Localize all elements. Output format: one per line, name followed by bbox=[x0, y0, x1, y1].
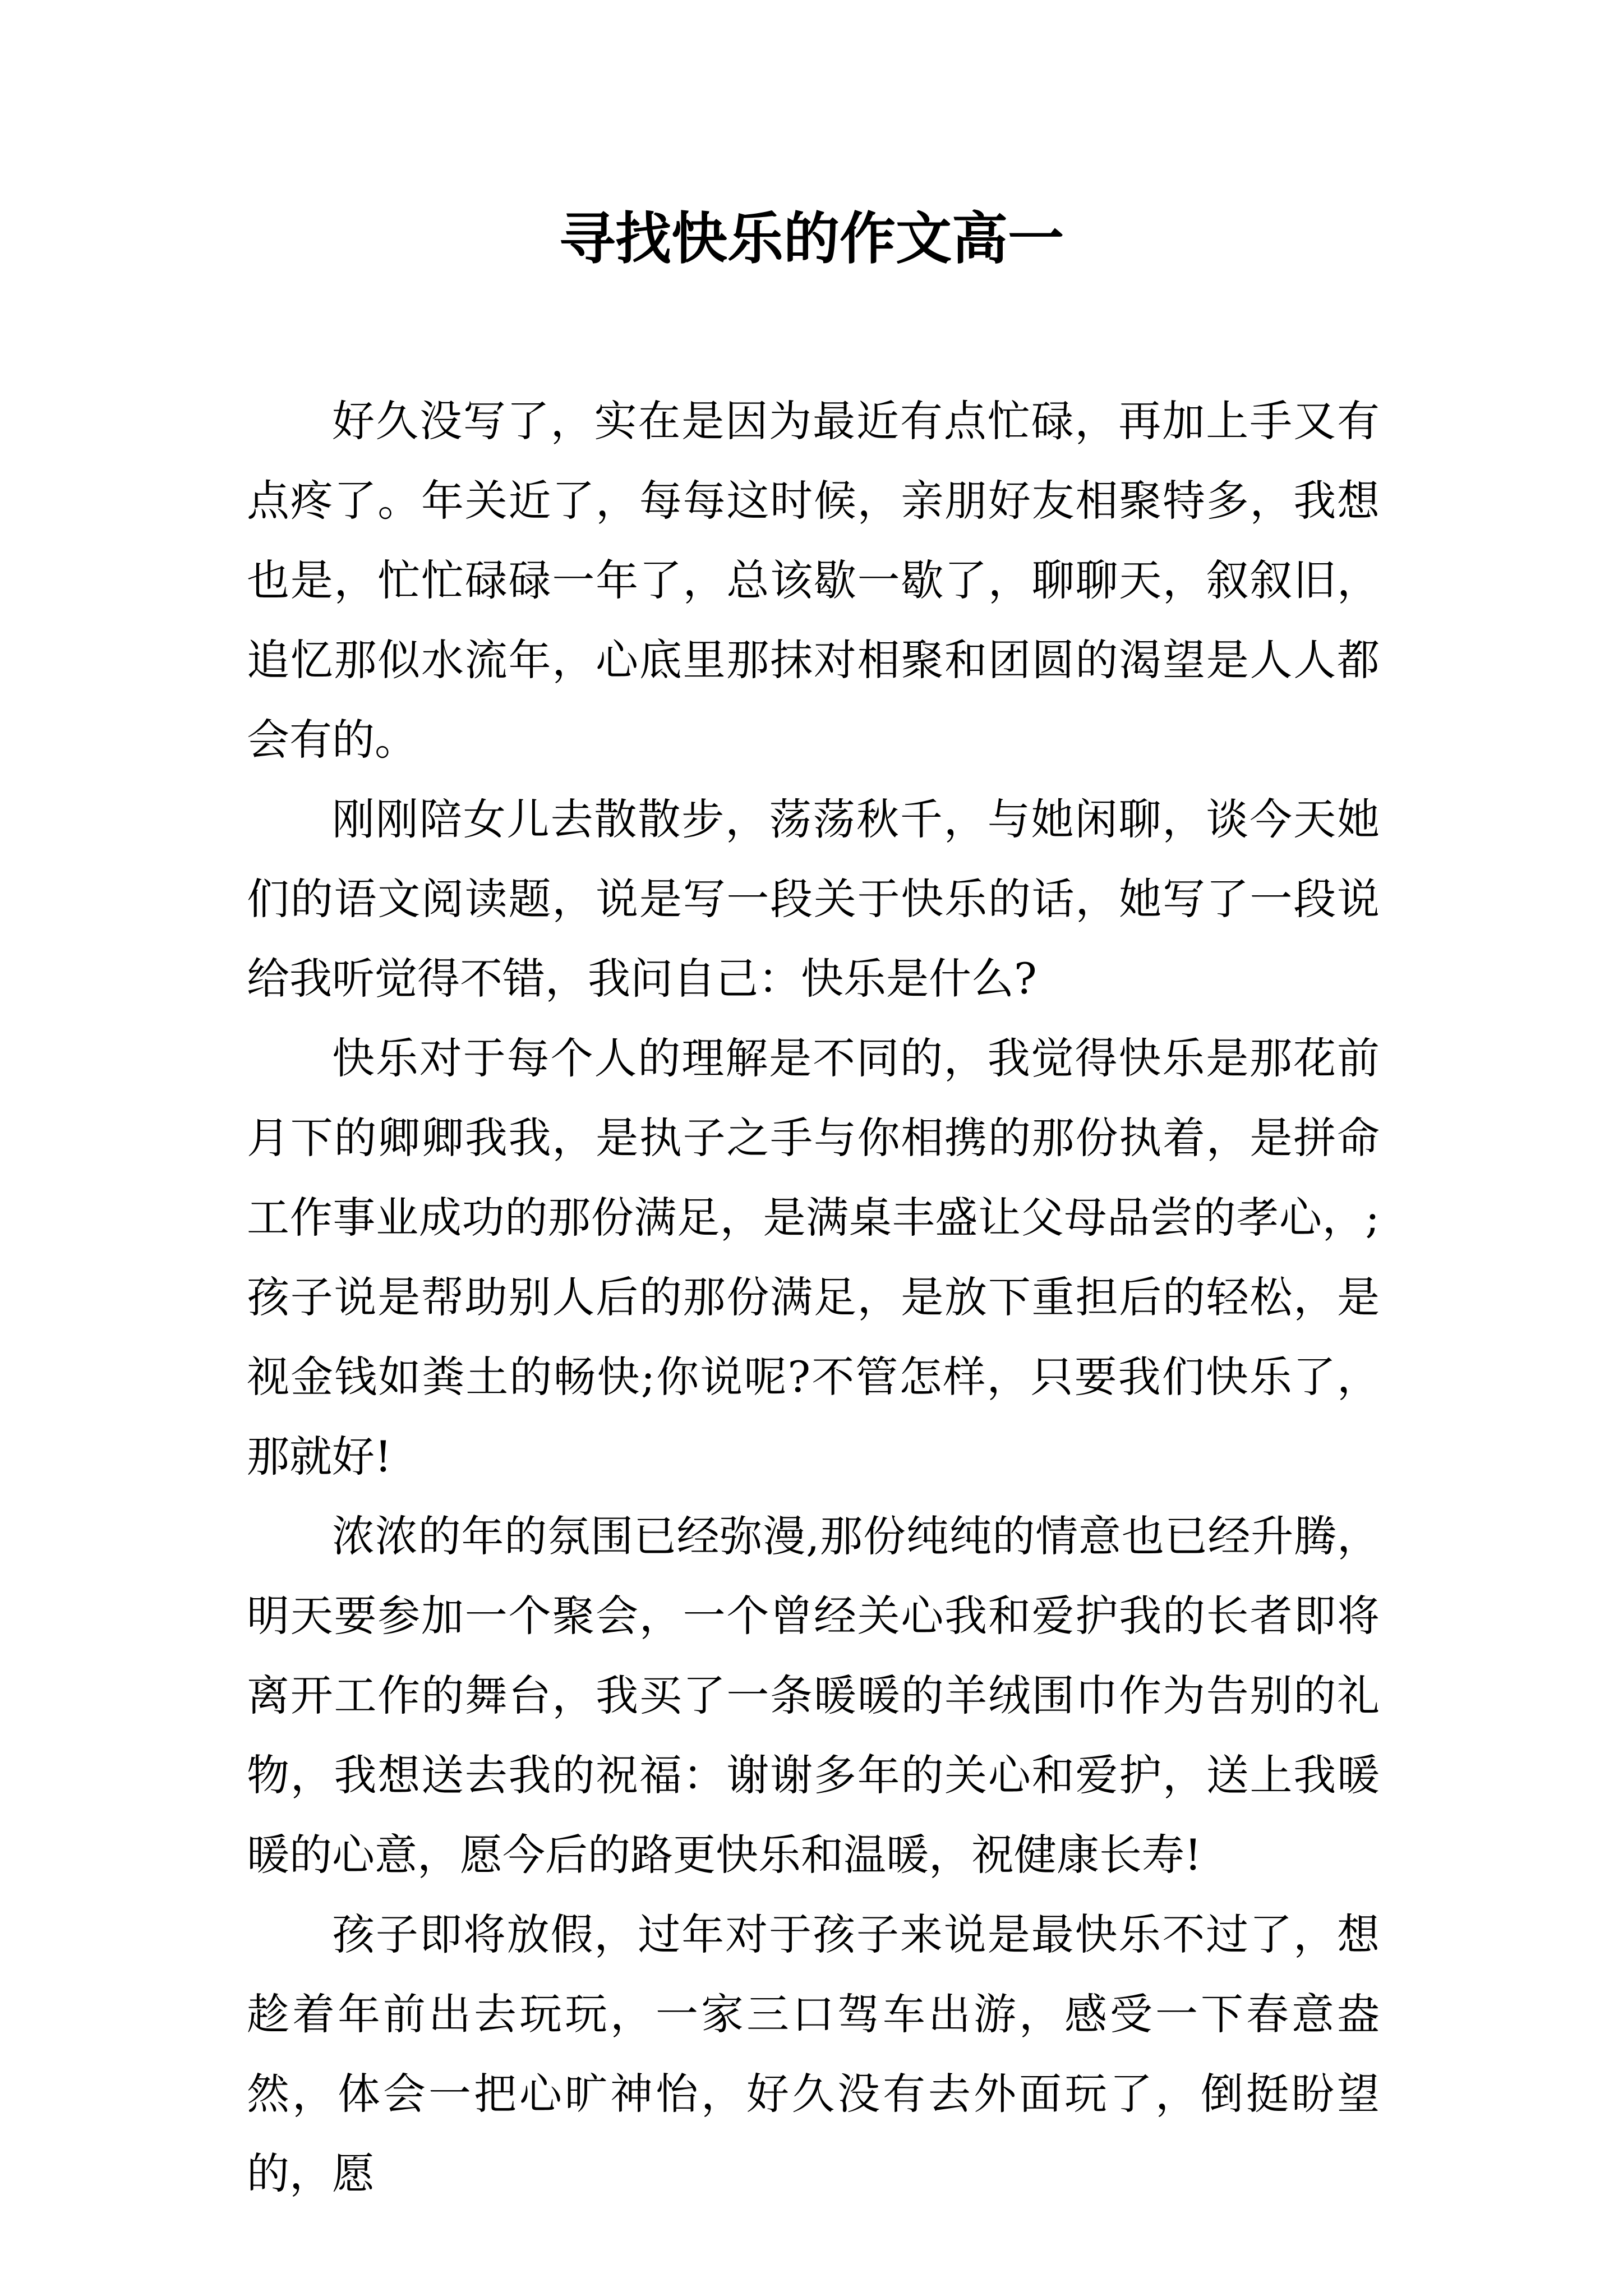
paragraph: 刚刚陪女儿去散散步，荡荡秋千，与她闲聊，谈今天她们的语文阅读题，说是写一段关于快乐的话，她写了一段说给我听觉得不错，我问自己：快乐是什么? bbox=[247, 794, 1380, 1004]
document-title: 寻找快乐的作文高一 bbox=[559, 205, 1064, 272]
paragraph: 好久没写了，实在是因为最近有点忙碌，再加上手又有点疼了。年关近了，每每这时候，亲朋好友相聚特多，我想也是，忙忙碌碌一年了，总该歇一歇了，聊聊天，叙叙旧，追忆那似水流年，心底里那抹对相聚和团圆的渴望是人人都会有的。 bbox=[247, 396, 1380, 765]
paragraph: 快乐对于每个人的理解是不同的，我觉得快乐是那花前月下的卿卿我我，是执子之手与你相携的那份执着，是拼命工作事业成功的那份满足，是满桌丰盛让父母品尝的孝心，;孩子说是帮助别人后的那份满足，是放下重担后的轻松，是视金钱如粪土的畅快;你说呢?不管怎样，只要我们快乐了，那就好! bbox=[247, 1033, 1380, 1481]
document-body bbox=[247, 381, 1380, 2214]
paragraph: 孩子即将放假，过年对于孩子来说是最快乐不过了，想趁着年前出去玩玩，一家三口驾车出游，感受一下春意盎然，体会一把心旷神怡，好久没有去外面玩了，倒挺盼望的，愿 bbox=[247, 1910, 1380, 2198]
paragraph: 浓浓的年的氛围已经弥漫,那份纯纯的情意也已经升腾，明天要参加一个聚会，一个曾经关心我和爱护我的长者即将离开工作的舞台，我买了一条暖暖的羊绒围巾作为告别的礼物，我想送去我的祝福：谢谢多年的关心和爱护，送上我暖暖的心意，愿今后的路更快乐和温暖，祝健康长寿! bbox=[247, 1511, 1380, 1880]
